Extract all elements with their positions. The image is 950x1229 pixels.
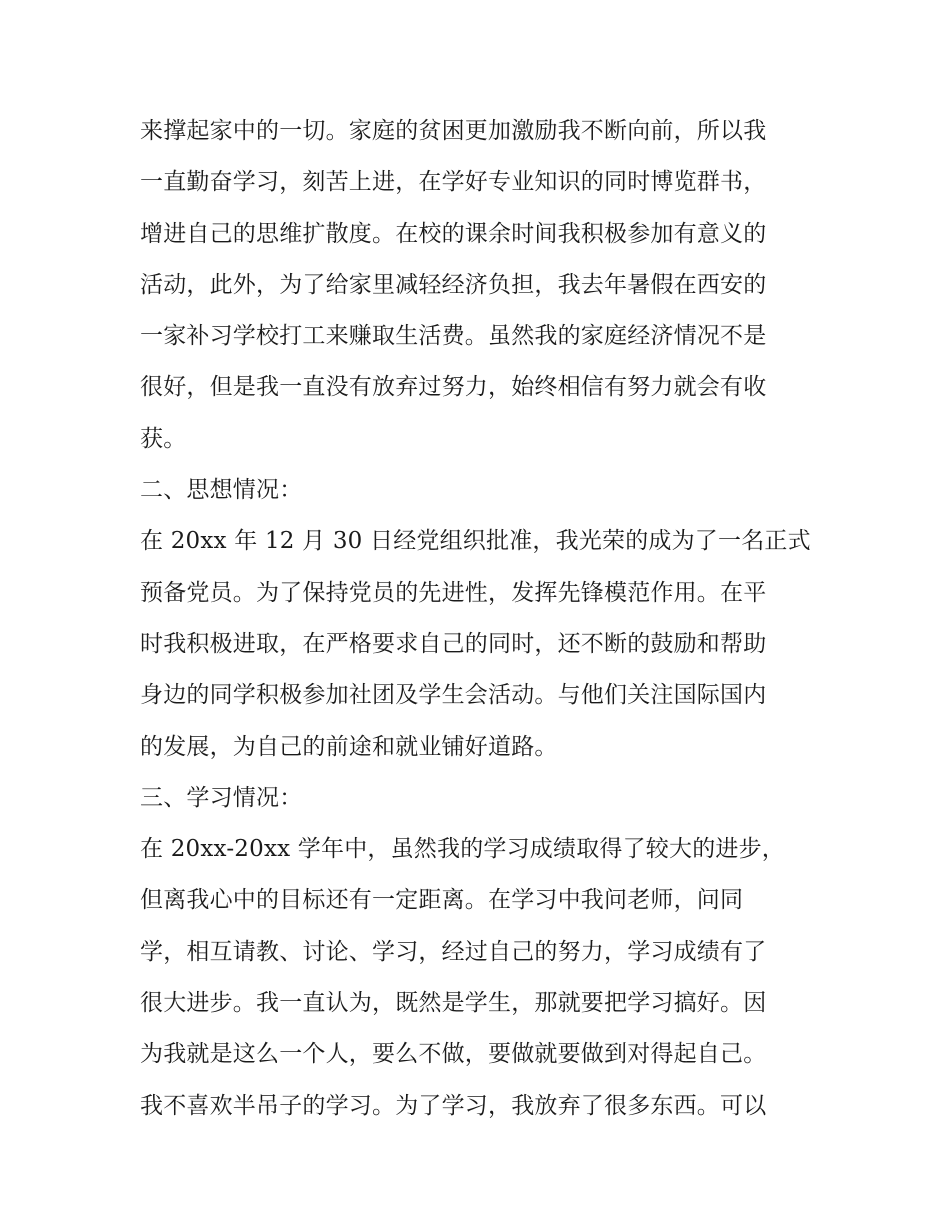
text-line: 时我积极进取，在严格要求自己的同时，还不断的鼓励和帮助 <box>140 630 767 657</box>
text-line: 为我就是这么一个人，要么不做，要做就要做到对得起自己。 <box>140 1041 767 1068</box>
section-heading-study: 三、学习情况： <box>140 784 303 811</box>
text-line: 一家补习学校打工来赚取生活费。虽然我的家庭经济情况不是 <box>140 323 767 350</box>
text-line: 在 20xx-20xx 学年中，虽然我的学习成绩取得了较大的进步， <box>140 836 786 863</box>
text-line: 我不喜欢半吊子的学习。为了学习，我放弃了很多东西。可以 <box>140 1092 767 1119</box>
text-line: 但离我心中的目标还有一定距离。在学习中我问老师，问同 <box>140 887 744 914</box>
document-body <box>140 106 820 1132</box>
text-line: 的发展，为自己的前途和就业铺好道路。 <box>140 733 558 760</box>
text-line: 在 20xx 年 12 月 30 日经党组织批准，我光荣的成为了一名正式 <box>140 528 811 555</box>
text-line: 增进自己的思维扩散度。在校的课余时间我积极参加有意义的 <box>140 220 767 247</box>
text-line: 活动，此外，为了给家里减轻经济负担，我去年暑假在西安的 <box>140 271 767 298</box>
section-heading-thought: 二、思想情况： <box>140 477 303 504</box>
text-line: 很大进步。我一直认为，既然是学生，那就要把学习搞好。因 <box>140 990 767 1017</box>
text-line: 学，相互请教、讨论、学习，经过自己的努力，学习成绩有了 <box>140 938 767 965</box>
text-line: 身边的同学积极参加社团及学生会活动。与他们关注国际国内 <box>140 682 767 709</box>
text-line: 来撑起家中的一切。家庭的贫困更加激励我不断向前，所以我 <box>140 118 767 144</box>
text-line: 很好，但是我一直没有放弃过努力，始终相信有努力就会有收 <box>140 374 767 401</box>
text-line: 获。 <box>140 425 187 452</box>
text-line: 一直勤奋学习，刻苦上进，在学好专业知识的同时博览群书， <box>140 169 767 196</box>
text-line: 预备党员。为了保持党员的先进性，发挥先锋模范作用。在平 <box>140 579 767 606</box>
